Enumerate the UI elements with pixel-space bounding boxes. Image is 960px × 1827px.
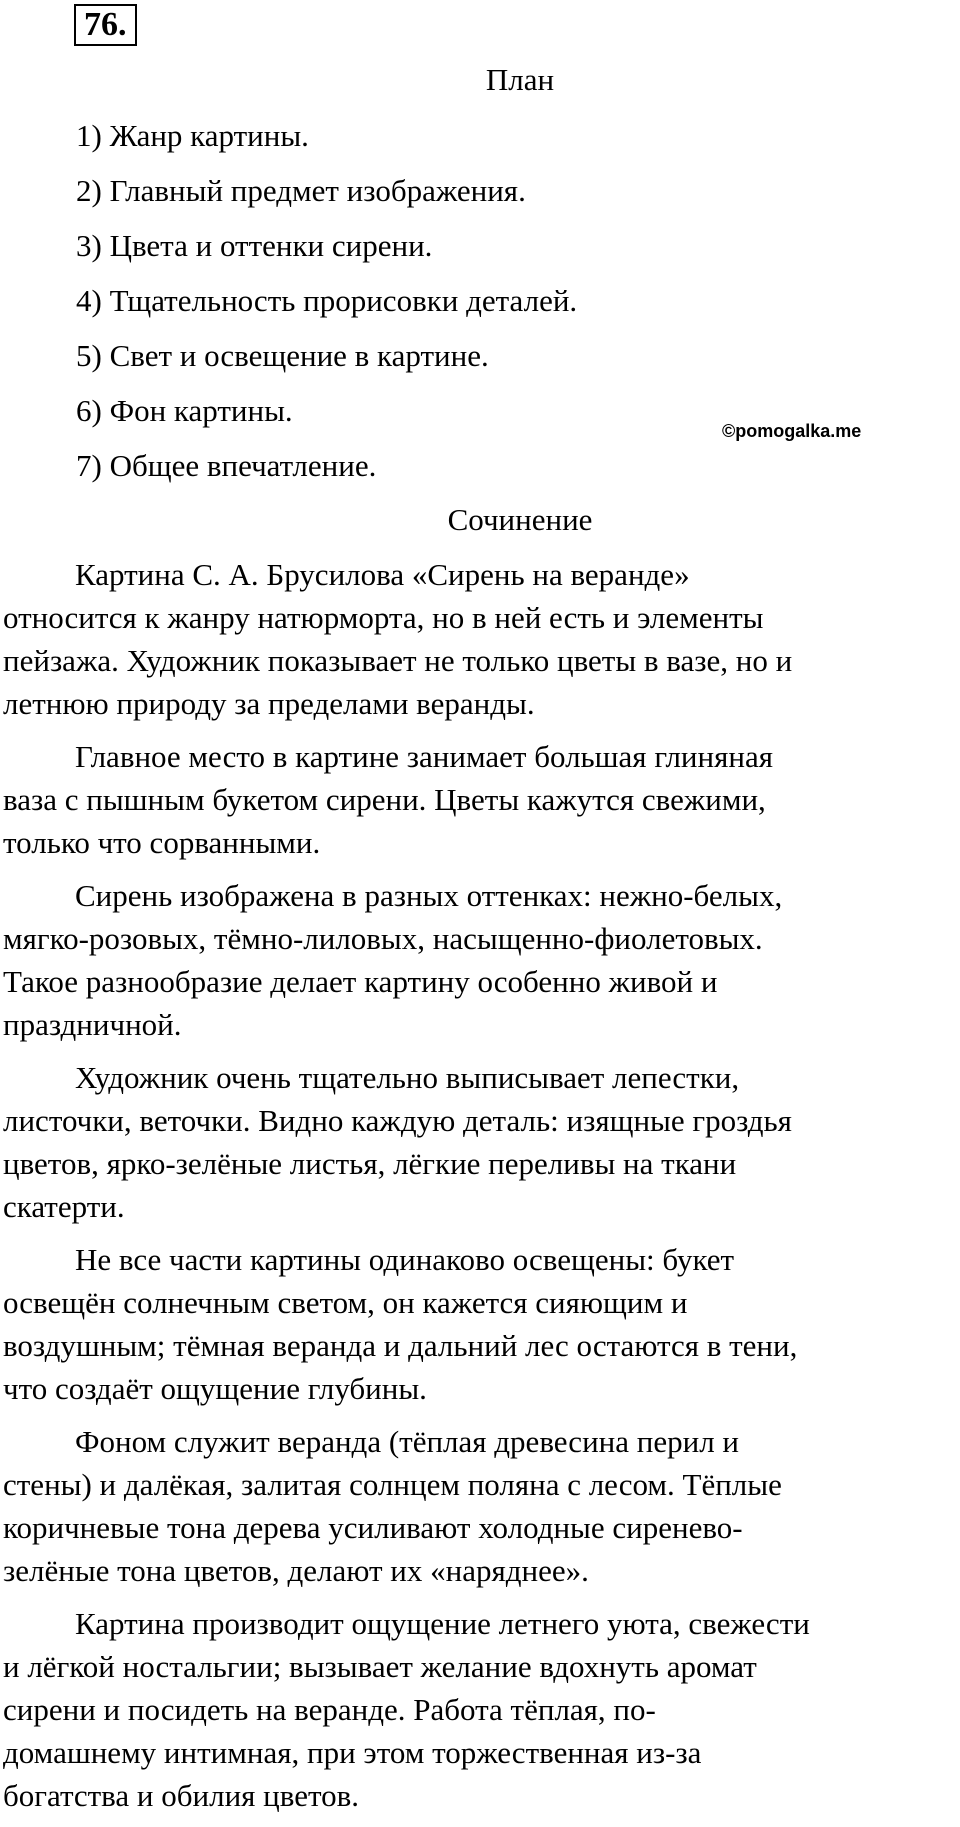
text-line: мягко-розовых, тёмно-лиловых, насыщенно-фиолетовых.: [3, 921, 763, 956]
essay-paragraph-background: [3, 1420, 959, 1592]
text-line: и лёгкой ностальгии; вызывает желание вдохнуть аромат: [3, 1649, 757, 1684]
plan-item: 7) Общее впечатление.: [76, 448, 377, 483]
text-line: воздушным; тёмная веранда и дальний лес остаются в тени,: [3, 1328, 798, 1363]
text-line: Картина производит ощущение летнего уюта, свежести: [75, 1606, 810, 1641]
text-line: что создаёт ощущение глубины.: [3, 1371, 427, 1406]
text-line: богатства и обилия цветов.: [3, 1778, 360, 1813]
text-line: только что сорванными.: [3, 825, 321, 860]
text-line: зелёные тона цветов, делают их «наряднее».: [3, 1553, 589, 1588]
text-line: Художник очень тщательно выписывает лепестки,: [75, 1060, 740, 1095]
essay-paragraph-colors: [3, 874, 959, 1046]
essay-paragraph-light: [3, 1238, 959, 1410]
text-line: относится к жанру натюрморта, но в ней есть и элементы: [3, 600, 764, 635]
text-line: летнюю природу за пределами веранды.: [3, 686, 535, 721]
text-line: Такое разнообразие делает картину особенно живой и: [3, 964, 718, 999]
text-line: праздничной.: [3, 1007, 182, 1042]
essay-paragraph-genre: [3, 553, 959, 725]
plan-item: 3) Цвета и оттенки сирени.: [76, 228, 433, 263]
plan-item: 6) Фон картины.: [76, 393, 293, 428]
text-line: сирени и посидеть на веранде. Работа тёплая, по-: [3, 1692, 656, 1727]
essay-body: [3, 553, 959, 1827]
text-line: Главное место в картине занимает большая глиняная: [75, 739, 773, 774]
essay-paragraph-details: [3, 1056, 959, 1228]
text-line: пейзажа. Художник показывает не только цветы в вазе, но и: [3, 643, 793, 678]
plan-title: План: [485, 62, 555, 97]
text-line: освещён солнечным светом, он кажется сияющим и: [3, 1285, 688, 1320]
plan-item: 4) Тщательность прорисовки деталей.: [76, 283, 578, 318]
text-line: Сирень изображена в разных оттенках: нежно-белых,: [75, 878, 783, 913]
text-line: коричневые тона дерева усиливают холодные сиренево-: [3, 1510, 743, 1545]
plan-item: 5) Свет и освещение в картине.: [76, 338, 489, 373]
text-line: цветов, ярко-зелёные листья, лёгкие переливы на ткани: [3, 1146, 737, 1181]
watermark: ©pomogalka.me: [722, 421, 862, 441]
text-line: стены) и далёкая, залитая солнцем поляна с лесом. Тёплые: [3, 1467, 782, 1502]
plan-item: 1) Жанр картины.: [76, 118, 309, 153]
text-line: ваза с пышным букетом сирени. Цветы кажутся свежими,: [3, 782, 766, 817]
text-line: скатерти.: [3, 1189, 125, 1224]
text-line: Картина С. А. Брусилова «Сирень на веранде»: [75, 557, 690, 592]
essay-paragraph-subject: [3, 735, 959, 864]
text-line: листочки, веточки. Видно каждую деталь: изящные гроздья: [3, 1103, 792, 1138]
text-line: домашнему интимная, при этом торжественная из-за: [3, 1735, 702, 1770]
plan-item: 2) Главный предмет изображения.: [76, 173, 526, 208]
plan-list: [76, 116, 577, 501]
task-number-box: 76.: [74, 4, 137, 46]
text-line: Фоном служит веранда (тёплая древесина перил и: [75, 1424, 740, 1459]
text-line: Не все части картины одинаково освещены: букет: [75, 1242, 735, 1277]
essay-paragraph-impression: [3, 1602, 959, 1817]
essay-title: Сочинение: [447, 502, 593, 537]
